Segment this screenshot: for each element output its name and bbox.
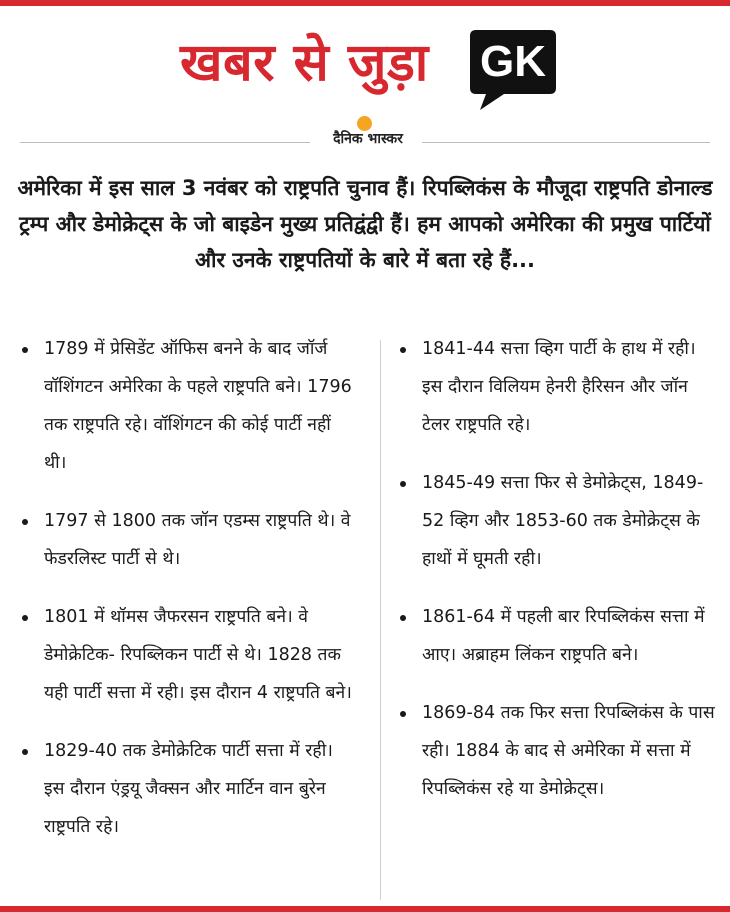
gk-badge [470, 30, 556, 110]
bottom-border [0, 906, 730, 912]
list-item [400, 694, 715, 808]
left-column [22, 330, 357, 866]
bullet-icon [400, 347, 406, 353]
list-item [22, 502, 357, 578]
list-item-text: 1797 से 1800 तक जॉन एडम्स राष्ट्रपति थे। वे फेडरलिस्ट पार्टी से थे। [44, 511, 351, 569]
list-item-text: 1841-44 सत्ता व्हिग पार्टी के हाथ में रही। इस दौरान विलियम हेनरी हैरिसन और जॉन टेलर राष्ट्रपति रहे। [422, 339, 696, 435]
intro-paragraph: अमेरिका में इस साल 3 नवंबर को राष्ट्रपति चुनाव हैं। रिपब्लिकंस के मौजूदा राष्ट्रपति डोनाल्ड ट्रम्प और डेमोक्रेट्स के जो बाइडेन मुख्य प्रतिद्वंद्वी हैं। हम आपको अमेरिका की प्रमुख पार्टियों और उनके राष्ट्रपतियों के बारे में बता रहे हैं... [17, 176, 713, 272]
brand-row [0, 116, 730, 152]
bullet-icon [22, 749, 28, 755]
list-item [400, 464, 715, 578]
bullet-icon [22, 519, 28, 525]
list-item [22, 330, 357, 482]
list-item-text: 1869-84 तक फिर सत्ता रिपब्लिकंस के पास रही। 1884 के बाद से अमेरिका में सत्ता में रिपब्लिकंस रहे या डेमोक्रेट्स। [422, 703, 715, 799]
header [0, 26, 730, 116]
top-border [0, 0, 730, 6]
bullet-icon [400, 615, 406, 621]
list-item-text: 1861-64 में पहली बार रिपब्लिकंस सत्ता में आए। अब्राहम लिंकन राष्ट्रपति बने। [422, 607, 705, 665]
right-column [400, 330, 715, 828]
list-item-text: 1829-40 तक डेमोक्रेटिक पार्टी सत्ता में रही। इस दौरान एंड्रयू जैक्सन और मार्टिन वान बुरेन राष्ट्रपति रहे। [44, 741, 333, 837]
list-item [400, 598, 715, 674]
bullet-icon [400, 711, 406, 717]
sun-logo-icon [357, 116, 372, 131]
bullet-icon [400, 481, 406, 487]
list-item [400, 330, 715, 444]
list-item [22, 732, 357, 846]
list-item [22, 598, 357, 712]
bullet-icon [22, 347, 28, 353]
gk-badge-label: GK [480, 37, 546, 86]
list-item-text: 1789 में प्रेसिडेंट ऑफिस बनने के बाद जॉर्ज वॉशिंगटन अमेरिका के पहले राष्ट्रपति बने। 1796 तक राष्ट्रपति रहे। वॉशिंगटन की कोई पार्टी नहीं थी। [44, 339, 352, 473]
page-title: खबर से जुड़ा [180, 33, 429, 93]
list-item-text: 1801 में थॉमस जैफरसन राष्ट्रपति बने। वे डेमोक्रेटिक- रिपब्लिकन पार्टी से थे। 1828 तक यही पार्टी सत्ता में रही। इस दौरान 4 राष्ट्रपति बने। [44, 607, 352, 703]
bullet-icon [22, 615, 28, 621]
divider-line [20, 142, 310, 143]
brand-logo: दैनिक भास्कर [333, 131, 403, 147]
divider-line [422, 142, 710, 143]
list-item-text: 1845-49 सत्ता फिर से डेमोक्रेट्स, 1849-52 व्हिग और 1853-60 तक डेमोक्रेट्स के हाथों में घूमती रही। [422, 473, 704, 569]
column-divider [380, 340, 381, 900]
